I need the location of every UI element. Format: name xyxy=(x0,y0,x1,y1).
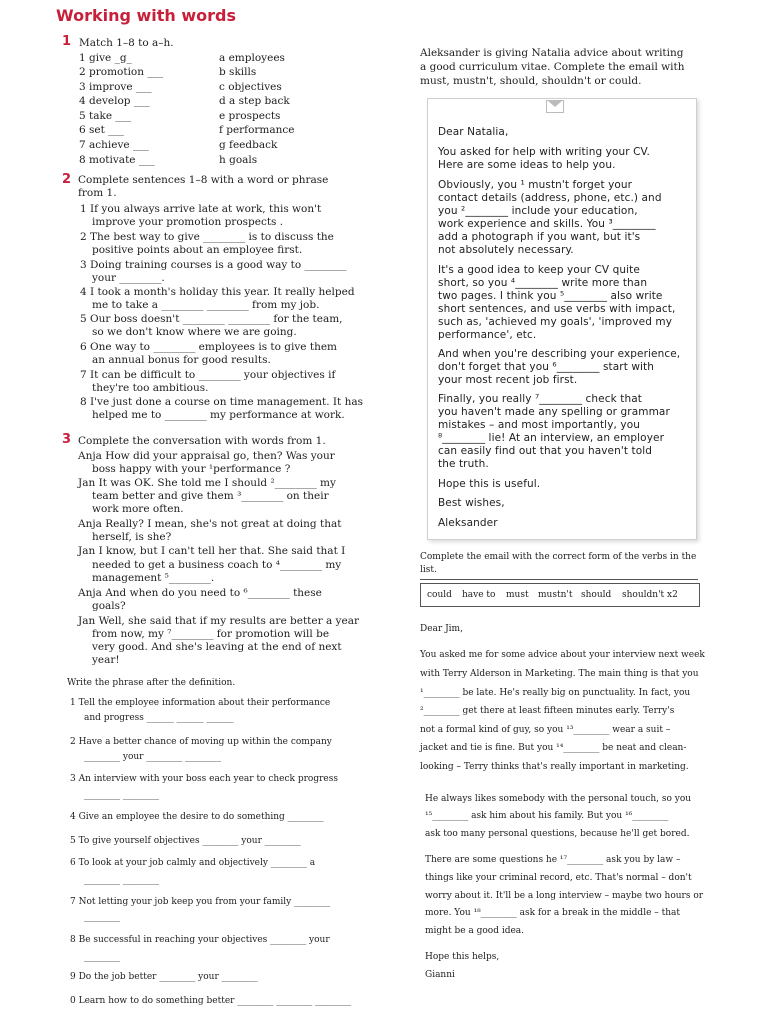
definition-line: 6 To look at your job calmly and objectively ________ a xyxy=(70,858,316,868)
text-line: your ________. xyxy=(92,272,165,284)
letter-line: You asked me for some advice about your interview next week xyxy=(420,650,705,660)
letter-line: ¹________ be late. He's really big on punctuality. In fact, you xyxy=(420,688,691,698)
letter-line: jacket and tie is fine. But you ¹⁴________ be neat and clean- xyxy=(420,743,687,753)
text-line: Jan It was OK. She told me I should ²________ my xyxy=(78,477,336,489)
text-line: 7 It can be difficult to ________ your objectives if xyxy=(80,369,336,381)
text-line: herself, is she? xyxy=(92,531,172,543)
text-line: g feedback xyxy=(219,139,278,151)
text-line: 6 set ___ xyxy=(79,124,124,136)
letter-line: might be a good idea. xyxy=(425,926,525,936)
text-line: h goals xyxy=(219,154,258,166)
text-line: c objectives xyxy=(219,81,282,93)
email-line: Dear Natalia, xyxy=(438,126,509,138)
definition-line: 0 Learn how to do something better ________ ________ ________ xyxy=(70,996,352,1006)
email-line: add a photograph if you want, but it's xyxy=(438,231,641,243)
text-line: Jan I know, but I can't tell her that. She said that I xyxy=(78,545,346,557)
letter-line: things like your criminal record, etc. That's normal – don't xyxy=(425,873,692,883)
text-line: 2 The best way to give ________ is to discuss the xyxy=(80,231,334,243)
definition-line: 3 An interview with your boss each year to check progress xyxy=(70,774,338,784)
text-line: Anja How did your appraisal go, then? Was your xyxy=(78,450,335,462)
email-line: short, so you ⁴________ write more than xyxy=(438,277,648,289)
text-line: Jan Well, she said that if my results are better a year xyxy=(78,615,359,627)
definition-line: ________ xyxy=(84,952,120,962)
page-title: Working with words xyxy=(56,6,237,25)
envelope-icon xyxy=(546,100,564,113)
word-box-item: could xyxy=(427,590,452,600)
text-line: b skills xyxy=(219,66,257,78)
text-line: 3 Doing training courses is a good way to ________ xyxy=(80,259,347,271)
text-line: 4 I took a month's holiday this year. It really helped xyxy=(80,286,355,298)
text-line: 8 I've just done a course on time management. It has xyxy=(80,396,364,408)
text-line: from 1. xyxy=(78,187,117,199)
text-line: they're too ambitious. xyxy=(92,382,209,394)
email-line: Obviously, you ¹ mustn't forget your xyxy=(438,179,633,191)
text-line: year! xyxy=(92,654,120,666)
definition-line: 1 Tell the employee information about their performance xyxy=(70,698,331,708)
email-line: can easily find out that you haven't told xyxy=(438,445,653,457)
word-box-item: have to xyxy=(462,590,496,600)
text-line: team better and give them ³________ on their xyxy=(92,490,329,502)
text-line: a employees xyxy=(219,52,285,64)
text-line: boss happy with your ¹performance ? xyxy=(92,463,291,475)
divider xyxy=(420,579,698,580)
email-line: not absolutely necessary. xyxy=(438,244,574,256)
text-line: Anja Really? I mean, she's not great at doing that xyxy=(78,518,342,530)
email-line: mistakes – and most importantly, you xyxy=(438,419,640,431)
letter-line: worry about it. It'll be a long interview – maybe two hours or xyxy=(425,891,704,901)
letter-line: Hope this helps, xyxy=(425,952,500,962)
email-line: you haven't made any spelling or grammar xyxy=(438,406,670,418)
definition-line: 5 To give yourself objectives ________ your ________ xyxy=(70,836,301,846)
letter-line: Gianni xyxy=(425,970,455,980)
email-line: work experience and skills. You ³________ xyxy=(438,218,656,230)
email-line: Best wishes, xyxy=(438,497,505,509)
letter-line: not a formal kind of guy, so you ¹³________ wear a suit – xyxy=(420,725,671,735)
email-line: Aleksander xyxy=(438,517,498,529)
text-line: 4 develop ___ xyxy=(79,95,150,107)
instruction-line: Complete the email with the correct form of the verbs in the xyxy=(420,552,697,562)
text-line: me to take a ________ ________ from my job. xyxy=(92,299,320,311)
text-line: 7 achieve ___ xyxy=(79,139,149,151)
email-line: your most recent job first. xyxy=(438,374,578,386)
text-line: Complete sentences 1–8 with a word or phrase xyxy=(78,174,329,186)
email-line: ⁸________ lie! At an interview, an employer xyxy=(438,432,664,444)
letter-line: He always likes somebody with the personal touch, so you xyxy=(425,794,692,804)
text-line: very good. And she's leaving at the end of next xyxy=(92,641,342,653)
email-line: And when you're describing your experience, xyxy=(438,348,681,360)
email-line: such as, 'achieved my goals', 'improved my xyxy=(438,316,673,328)
word-box-item: mustn't xyxy=(538,590,573,600)
text-line: 5 Our boss doesn't ________ ________ for the team, xyxy=(80,313,343,325)
text-line: 1 If you always arrive late at work, this won't xyxy=(80,203,322,215)
text-line: 1 give _g_ xyxy=(79,52,132,64)
text-line: an annual bonus for good results. xyxy=(92,354,271,366)
text-line: so we don't know where we are going. xyxy=(92,326,297,338)
text-line: Match 1–8 to a–h. xyxy=(79,37,174,49)
email-line: short sentences, and use verbs with impact, xyxy=(438,303,676,315)
text-line: 8 motivate ___ xyxy=(79,154,155,166)
text-line: 5 take ___ xyxy=(79,110,132,122)
letter-line: ask too many personal questions, because he'll get bored. xyxy=(425,829,690,839)
definition-line: ________ ________ xyxy=(84,875,159,885)
text-line: helped me to ________ my performance at work. xyxy=(92,409,345,421)
word-box-item: must xyxy=(506,590,529,600)
email-line: You asked for help with writing your CV. xyxy=(438,146,650,158)
letter-line: ¹⁵________ ask him about his family. But you ¹⁶________ xyxy=(425,811,669,821)
definition-line: ________ xyxy=(84,912,120,922)
definition-line: Write the phrase after the definition. xyxy=(67,678,236,688)
exercise-number: 3 xyxy=(62,432,72,447)
text-line: positive points about an employee first. xyxy=(92,244,303,256)
definition-line: 7 Not letting your job keep you from your family ________ xyxy=(70,897,331,907)
word-box-item: should xyxy=(581,590,612,600)
text-line: Anja And when do you need to ⁶________ these xyxy=(78,587,322,599)
definition-line: ________ ________ xyxy=(84,790,159,800)
email-line: you ²________ include your education, xyxy=(438,205,638,217)
email-line: the truth. xyxy=(438,458,489,470)
email-line: two pages. I think you ⁵________ also write xyxy=(438,290,663,302)
definition-line: 2 Have a better chance of moving up within the company xyxy=(70,737,332,747)
text-line: work more often. xyxy=(92,503,184,515)
word-box-item: shouldn't x2 xyxy=(622,590,678,600)
letter-line: more. You ¹⁸________ ask for a break in the middle – that xyxy=(425,908,681,918)
email-line: contact details (address, phone, etc.) and xyxy=(438,192,662,204)
exercise-number: 2 xyxy=(62,172,72,187)
email-line: don't forget that you ⁶________ start with xyxy=(438,361,655,373)
definition-line: 4 Give an employee the desire to do something ________ xyxy=(70,812,324,822)
text-line: improve your promotion prospects . xyxy=(92,216,284,228)
text-line: e prospects xyxy=(219,110,281,122)
definition-line: ________ your ________ ________ xyxy=(84,752,222,762)
text-line: f performance xyxy=(219,124,295,136)
email-line: It's a good idea to keep your CV quite xyxy=(438,264,640,276)
email-line: performance', etc. xyxy=(438,329,537,341)
intro-line: a good curriculum vitae. Complete the email with xyxy=(420,61,685,73)
letter-line: looking – Terry thinks that's really important in marketing. xyxy=(420,762,689,772)
text-line: d a step back xyxy=(219,95,290,107)
letter-line: There are some questions he ¹⁷________ ask you by law – xyxy=(425,855,681,865)
definition-line: 9 Do the job better ________ your ________ xyxy=(70,972,258,982)
text-line: Complete the conversation with words from 1. xyxy=(78,435,326,447)
letter-line: Dear Jim, xyxy=(420,624,463,634)
text-line: 2 promotion ___ xyxy=(79,66,164,78)
letter-line: ²________ get there at least fifteen minutes early. Terry's xyxy=(420,706,675,716)
text-line: 6 One way to ________ employees is to give them xyxy=(80,341,338,353)
email-line: Finally, you really ⁷________ check that xyxy=(438,393,642,405)
text-line: from now, my ⁷________ for promotion will be xyxy=(92,628,330,640)
email-line: Here are some ideas to help you. xyxy=(438,159,616,171)
intro-line: Aleksander is giving Natalia advice about writing xyxy=(420,47,684,59)
exercise-number: 1 xyxy=(62,34,72,49)
text-line: 3 improve ___ xyxy=(79,81,152,93)
definition-line: 8 Be successful in reaching your objectives ________ your xyxy=(70,935,330,945)
text-line: management ⁵________. xyxy=(92,572,215,584)
text-line: needed to get a business coach to ⁴________ my xyxy=(92,559,342,571)
letter-line: with Terry Alderson in Marketing. The main thing is that you xyxy=(420,669,699,679)
text-line: goals? xyxy=(92,600,126,612)
instruction-line: list. xyxy=(420,565,437,575)
definition-line: and progress ______ ______ ______ xyxy=(84,713,234,723)
intro-line: must, mustn't, should, shouldn't or could. xyxy=(420,75,642,87)
email-line: Hope this is useful. xyxy=(438,478,541,490)
